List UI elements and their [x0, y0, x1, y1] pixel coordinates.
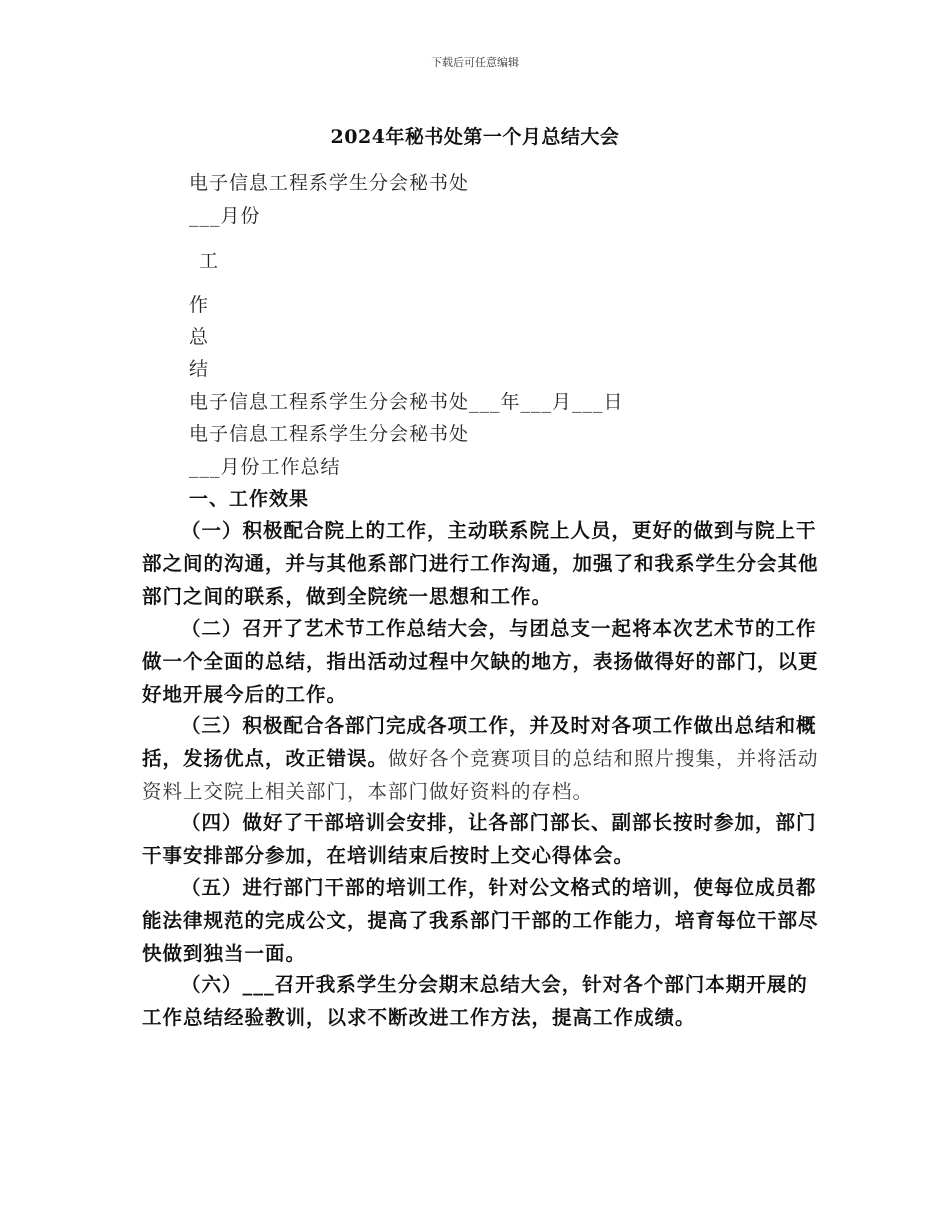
page-header: 下载后可任意编辑 [431, 56, 519, 69]
paragraph-3-bold: （三）积极配合各部门完成各项工作，并及时对各项工作做出总结和概括，发扬优点，改正错误。 [142, 714, 817, 770]
month-line-2: ___月份工作总结 [189, 456, 341, 478]
paragraph-3 [142, 709, 822, 808]
vertical-char-1: 工 [199, 250, 220, 272]
paragraph-1: （一）积极配合院上的工作，主动联系院上人员，更好的做到与院上干部之间的沟通，并与其他系部门进行工作沟通，加强了和我系学生分会其他部门之间的联系，做到全院统一思想和工作。 [142, 519, 819, 608]
paragraph-5: （五）进行部门干部的培训工作，针对公文格式的培训，使每位成员都能法律规范的完成公文，提高了我系部门干部的工作能力，培育每位干部尽快做到独当一面。 [142, 876, 819, 965]
vertical-char-4: 结 [189, 358, 210, 380]
vertical-char-3: 总 [189, 326, 210, 348]
org-line-2: 电子信息工程系学生分会秘书处 [189, 423, 470, 445]
month-line-1: ___月份 [189, 205, 261, 227]
paragraph-4: （四）做好了干部培训会安排，让各部门部长、副部长按时参加，部门干事安排部分参加，在培训结束后按时上交心得体会。 [142, 811, 817, 867]
paragraph-6: （六）___召开我系学生分会期末总结大会，针对各个部门本期开展的工作总结经验教训，以求不断改进工作方法，提高工作成绩。 [142, 973, 808, 1029]
paragraph-2: （二）召开了艺术节工作总结大会，与团总支一起将本次艺术节的工作做一个全面的总结，指出活动过程中欠缺的地方，表扬做得好的部门，以更好地开展今后的工作。 [142, 617, 819, 706]
section-heading: 一、工作效果 [189, 488, 310, 510]
vertical-char-2: 作 [189, 294, 210, 316]
document-title: 2024年秘书处第一个月总结大会 [330, 126, 620, 148]
org-date-line: 电子信息工程系学生分会秘书处___年___月___日 [189, 391, 624, 413]
paragraph-3-normal: 做好各个竞赛项目的总结和照片搜集，并将活动资料上交院上相关部门，本部门做好资料的存档。 [142, 747, 819, 803]
org-line-1: 电子信息工程系学生分会秘书处 [189, 172, 470, 194]
